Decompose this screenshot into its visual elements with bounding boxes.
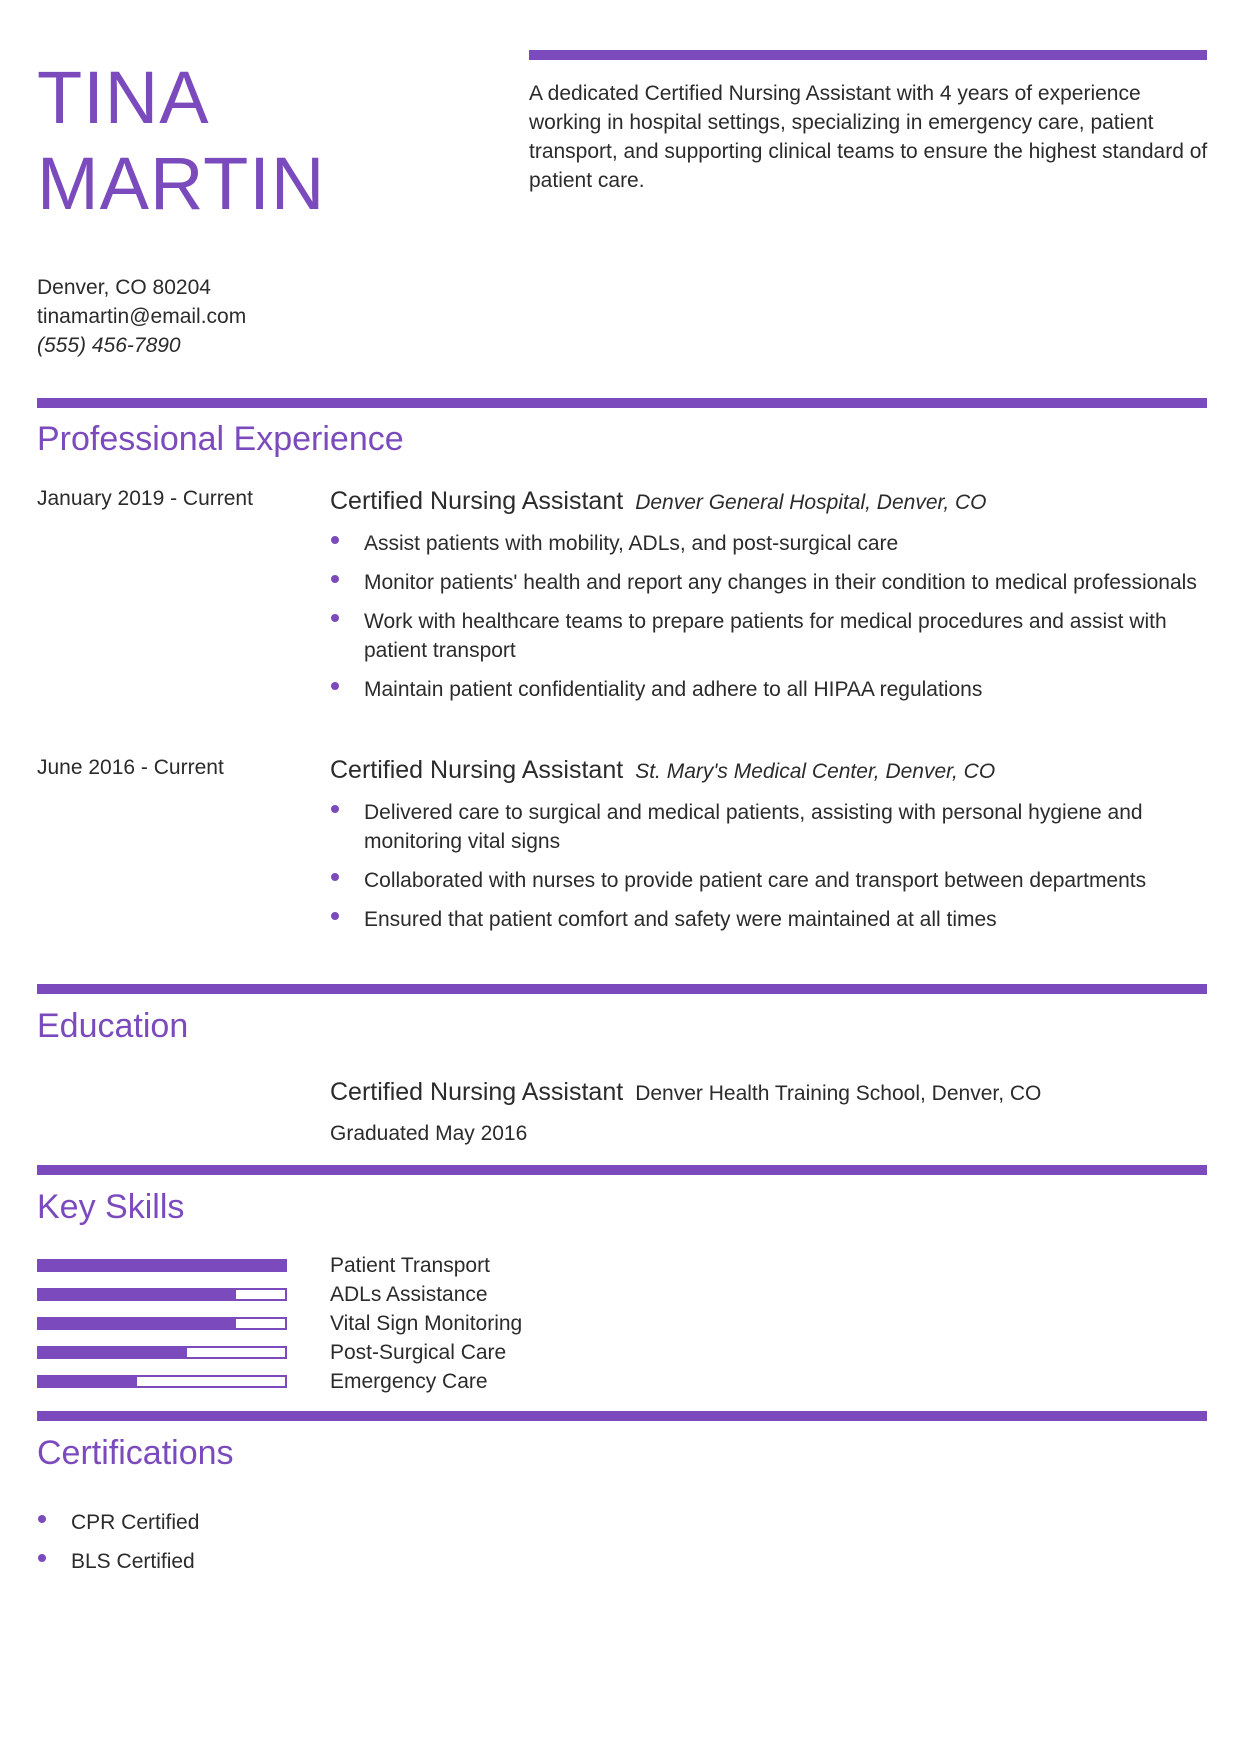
- skill-level-bar: [37, 1317, 287, 1330]
- skill-level-fill: [39, 1261, 285, 1270]
- job-heading: [330, 485, 1210, 519]
- education-heading: [330, 1076, 1041, 1110]
- bullet-icon: [38, 1554, 46, 1562]
- skill-level-bar: [37, 1375, 287, 1388]
- section-divider: [37, 1165, 1207, 1175]
- summary-divider: [529, 50, 1207, 60]
- list-item: Ensured that patient comfort and safety were maintained at all times: [330, 905, 1210, 934]
- job-duties: [330, 798, 1210, 934]
- job-duties: [330, 529, 1210, 704]
- education-graduated: Graduated May 2016: [330, 1122, 528, 1145]
- list-item: Assist patients with mobility, ADLs, and post-surgical care: [330, 529, 1210, 558]
- contact-phone: (555) 456-7890: [37, 334, 181, 357]
- section-divider: [37, 398, 1207, 408]
- skill-level-bar: [37, 1259, 287, 1272]
- bullet-icon: [331, 536, 339, 544]
- bullet-icon: [331, 682, 339, 690]
- skills-section-title: Key Skills: [37, 1188, 185, 1226]
- list-item: Monitor patients' health and report any changes in their condition to medical professionals: [330, 568, 1210, 597]
- job-dates: January 2019 - Current: [37, 487, 253, 510]
- certifications-list: [37, 1508, 637, 1586]
- job-company: St. Mary's Medical Center, Denver, CO: [635, 760, 996, 783]
- job-heading: [330, 754, 1210, 788]
- candidate-name: [37, 55, 325, 227]
- bullet-icon: [331, 873, 339, 881]
- last-name: MARTIN: [37, 142, 326, 225]
- contact-email: tinamartin@email.com: [37, 305, 247, 328]
- bullet-icon: [331, 805, 339, 813]
- profile-summary: A dedicated Certified Nursing Assistant with 4 years of experience working in hospital settings, specializing in emergency care, patient transport, and supporting clinical teams to ensure the highest standard of patient care.: [529, 82, 1208, 192]
- certifications-section-title: Certifications: [37, 1434, 234, 1472]
- skill-level-fill: [39, 1290, 236, 1299]
- list-item: BLS Certified: [37, 1547, 637, 1576]
- skill-name: ADLs Assistance: [330, 1283, 488, 1306]
- contact-info: [37, 273, 246, 360]
- skill-name: Vital Sign Monitoring: [330, 1312, 523, 1335]
- section-divider: [37, 984, 1207, 994]
- skill-level-bar: [37, 1288, 287, 1301]
- education-degree: Certified Nursing Assistant: [330, 1078, 624, 1106]
- job-dates: June 2016 - Current: [37, 756, 224, 779]
- skill-name: Post-Surgical Care: [330, 1341, 507, 1364]
- skill-level-fill: [39, 1319, 236, 1328]
- list-item: CPR Certified: [37, 1508, 637, 1537]
- list-item: Maintain patient confidentiality and adhere to all HIPAA regulations: [330, 675, 1210, 704]
- list-item: Collaborated with nurses to provide patient care and transport between departments: [330, 866, 1210, 895]
- job-company: Denver General Hospital, Denver, CO: [635, 491, 987, 514]
- skill-level-fill: [39, 1377, 137, 1386]
- education-school: Denver Health Training School, Denver, CO: [635, 1082, 1042, 1105]
- first-name: TINA: [37, 56, 210, 139]
- section-divider: [37, 1411, 1207, 1421]
- job-role: Certified Nursing Assistant: [330, 487, 624, 515]
- job-entry: [330, 485, 1210, 714]
- contact-address: Denver, CO 80204: [37, 276, 211, 299]
- bullet-icon: [331, 575, 339, 583]
- skill-level-bar: [37, 1346, 287, 1359]
- education-entry: [330, 1076, 1041, 1146]
- job-entry: [330, 754, 1210, 944]
- bullet-icon: [38, 1515, 46, 1523]
- bullet-icon: [331, 614, 339, 622]
- skill-name: Emergency Care: [330, 1370, 488, 1393]
- bullet-icon: [331, 912, 339, 920]
- skill-name: Patient Transport: [330, 1254, 490, 1277]
- list-item: Work with healthcare teams to prepare patients for medical procedures and assist with patient transport: [330, 607, 1210, 665]
- skill-level-fill: [39, 1348, 187, 1357]
- experience-section-title: Professional Experience: [37, 420, 404, 458]
- list-item: Delivered care to surgical and medical patients, assisting with personal hygiene and monitoring vital signs: [330, 798, 1210, 856]
- education-section-title: Education: [37, 1007, 189, 1045]
- job-role: Certified Nursing Assistant: [330, 756, 624, 784]
